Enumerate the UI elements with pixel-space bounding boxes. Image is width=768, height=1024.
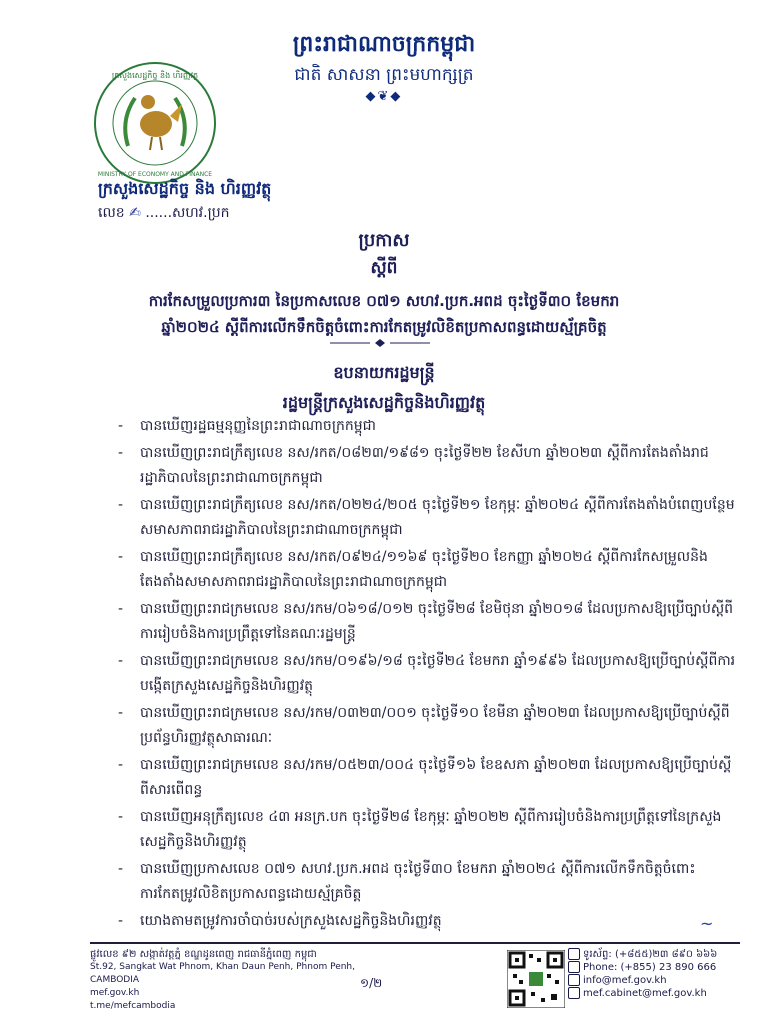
list-bullet: - xyxy=(118,757,124,773)
list-item-text: បានឃើញព្រះរាជក្រមលេខ នស/រកម/០៣២៣/០០១ ចុះថ្ងៃទី១០ ខែមីនា ឆ្នាំ២០២៣ ដែលប្រកាសឱ្យប្រើច្បាប់ស្តីពីប្រព័ន្ធហិរញ្ញវត្ថុសាធារណៈ xyxy=(140,705,730,746)
list-bullet: - xyxy=(118,497,124,513)
email-info[interactable]: info@mef.gov.kh xyxy=(583,975,667,986)
list-item xyxy=(118,545,738,595)
phone-icon xyxy=(568,961,580,973)
phone-km: ទូរស័ព្ទ: (+៨៥៥)២៣ ៨៩០ ៦៦៦ xyxy=(583,949,718,960)
reference-number xyxy=(98,203,268,224)
phone-en: Phone: (+855) 23 890 666 xyxy=(583,962,717,973)
ref-prefix: លេខ xyxy=(98,205,125,221)
footer-address xyxy=(90,948,390,1013)
list-item-text: បានឃើញព្រះរាជក្រមលេខ នស/រកម/០៦១៨/០១២ ចុះថ្ងៃទី២៨ ខែមិថុនា ឆ្នាំ២០១៨ ដែលប្រកាសឱ្យប្រើច្បាប់ស្តីពីការរៀបចំនិងការប្រព្រឹត្តទៅនៃគណៈរដ្ឋមន្ត្រី xyxy=(140,601,734,642)
list-item xyxy=(118,909,738,934)
page-number: ១/២ xyxy=(360,976,383,990)
email-icon xyxy=(568,974,580,986)
list-item-text: យោងតាមតម្រូវការចាំបាច់របស់ក្រសួងសេដ្ឋកិច្ចនិងហិរញ្ញវត្ថុ xyxy=(140,913,442,929)
address-km: ផ្លូវលេខ ៩២ សង្កាត់វត្តភ្នំ ខណ្ឌដូនពេញ រាជធានីភ្នំពេញ កម្ពុជា xyxy=(90,949,317,960)
list-item xyxy=(118,493,738,543)
list-bullet: - xyxy=(118,445,124,461)
kingdom-motto: ជាតិ សាសនា ព្រះមហាក្សត្រ xyxy=(294,65,474,85)
issuer-title: ឧបនាយករដ្ឋមន្ត្រី xyxy=(333,363,435,382)
seal-text: ក្រសួងសេដ្ឋកិច្ច និង ហិរញ្ញវត្ថុ xyxy=(111,71,199,80)
list-item xyxy=(118,649,738,699)
doc-subject-label: ស្តីពី xyxy=(370,258,398,278)
footer-divider xyxy=(90,942,740,944)
doc-subject-line1: ការកែសម្រួលប្រការ៣ នៃប្រកាសលេខ ០៧១ សហវ.ប្រក.អពដ ចុះថ្ងៃទី៣០ ខែមករា xyxy=(148,292,620,310)
qr-code-icon xyxy=(507,950,565,1008)
phone-icon xyxy=(568,948,580,960)
issuer-subtitle: រដ្ឋមន្ត្រីក្រសួងសេដ្ឋកិច្ចនិងហិរញ្ញវត្ថុ xyxy=(282,393,486,412)
kingdom-title: ព្រះរាជាណាចក្រកម្ពុជា xyxy=(292,32,476,57)
list-item xyxy=(118,414,738,439)
ministry-name: ក្រសួងសេដ្ឋកិច្ច និង ហិរញ្ញវត្ថុ xyxy=(98,179,272,198)
divider-ornament xyxy=(330,338,430,348)
website-link[interactable]: mef.gov.kh xyxy=(90,988,140,998)
telegram-link[interactable]: t.me/mefcambodia xyxy=(90,1001,176,1011)
email-icon xyxy=(568,987,580,999)
list-item-text: បានឃើញរដ្ឋធម្មនុញ្ញនៃព្រះរាជាណាចក្រកម្ពុជា xyxy=(140,418,376,434)
seal-text-en: MINISTRY OF ECONOMY AND FINANCE xyxy=(97,171,213,178)
list-item xyxy=(118,805,738,855)
list-bullet: - xyxy=(118,809,124,825)
list-bullet: - xyxy=(118,601,124,617)
footer-contacts xyxy=(568,948,748,1000)
list-bullet: - xyxy=(118,418,124,434)
list-item-text: បានឃើញព្រះរាជក្រមលេខ នស/រកម/០៥២៣/០០៤ ចុះថ្ងៃទី១៦ ខែឧសភា ឆ្នាំ២០២៣ ដែលប្រកាសឱ្យប្រើច្បាប់ស្តីពីសារពើពន្ធ xyxy=(140,757,732,798)
handwritten-initial: ~ xyxy=(700,914,714,933)
list-item-text: បានឃើញព្រះរាជក្រឹត្យលេខ នស/រកត/០៨២៣/១៩៨១ ចុះថ្ងៃទី២២ ខែសីហា ឆ្នាំ២០២៣ ស្តីពីការតែងតាំងរាជរដ្ឋាភិបាលនៃព្រះរាជាណាចក្រកម្ពុជា xyxy=(140,445,709,486)
email-cabinet[interactable]: mef.cabinet@mef.gov.kh xyxy=(583,988,707,999)
doc-type: ប្រកាស xyxy=(358,230,410,251)
list-item-text: បានឃើញព្រះរាជក្រឹត្យលេខ នស/រកត/០៩២៤/១១៦៩ ចុះថ្ងៃទី២០ ខែកញ្ញា ឆ្នាំ២០២៤ ស្តីពីការកែសម្រួលនិងតែងតាំងសមាសភាពរាជរដ្ឋាភិបាលនៃព្រះរាជាណាចក្រកម្ពុជា xyxy=(140,549,708,590)
title-block xyxy=(40,228,728,340)
ref-suffix: ......សហវ.ប្រក xyxy=(145,205,230,221)
considerations-list xyxy=(118,414,738,936)
doc-subject-line2: ឆ្នាំ២០២៤ ស្តីពីការលើកទឹកចិត្តចំពោះការកែតម្រូវលិខិតប្រកាសពន្ធដោយស្ម័គ្រចិត្ត xyxy=(161,318,607,336)
handwritten-ref-number: ✍ xyxy=(129,205,141,221)
list-item xyxy=(118,597,738,647)
list-item-text: បានឃើញប្រកាសលេខ ០៧១ សហវ.ប្រក.អពដ ចុះថ្ងៃទី៣០ ខែមករា ឆ្នាំ២០២៤ ស្តីពីការលើកទឹកចិត្តចំពោះការកែតម្រូវលិខិតប្រកាសពន្ធដោយស្ម័គ្រចិត្ត xyxy=(140,861,696,902)
list-item-text: បានឃើញព្រះរាជក្រឹត្យលេខ នស/រកត/០២២៤/២០៥ ចុះថ្ងៃទី២១ ខែកុម្ភៈ ឆ្នាំ២០២៤ ស្តីពីការតែងតាំងបំពេញបន្ថែមសមាសភាពរាជរដ្ឋាភិបាលនៃព្រះរាជាណាចក្រកម្ពុជា xyxy=(140,497,735,538)
list-item xyxy=(118,441,738,491)
ministry-seal xyxy=(90,58,220,188)
address-en: St.92, Sangkat Wat Phnom, Khan Daun Penh, Phnom Penh, CAMBODIA xyxy=(90,962,355,985)
issuer-block xyxy=(40,362,728,416)
list-bullet: - xyxy=(118,861,124,877)
list-item-text: បានឃើញព្រះរាជក្រមលេខ នស/រកម/០១៩៦/១៨ ចុះថ្ងៃទី២៤ ខែមករា ឆ្នាំ១៩៩៦ ដែលប្រកាសឱ្យប្រើច្បាប់ស្តីពីការបង្កើតក្រសួងសេដ្ឋកិច្ចនិងហិរញ្ញវត្ថុ xyxy=(140,653,736,694)
list-item xyxy=(118,753,738,803)
list-bullet: - xyxy=(118,653,124,669)
list-bullet: - xyxy=(118,913,124,929)
list-bullet: - xyxy=(118,549,124,565)
list-item xyxy=(118,857,738,907)
list-bullet: - xyxy=(118,705,124,721)
list-item xyxy=(118,701,738,751)
list-item-text: បានឃើញអនុក្រឹត្យលេខ ៤៣ អនក្រ.បក ចុះថ្ងៃទី២៨ ខែកុម្ភៈ ឆ្នាំ២០២២ ស្តីពីការរៀបចំនិងការប្រព្រឹត្តទៅនៃក្រសួងសេដ្ឋកិច្ចនិងហិរញ្ញវត្ថុ xyxy=(140,809,722,850)
ornament-icon: ◆❦◆ xyxy=(365,89,403,104)
